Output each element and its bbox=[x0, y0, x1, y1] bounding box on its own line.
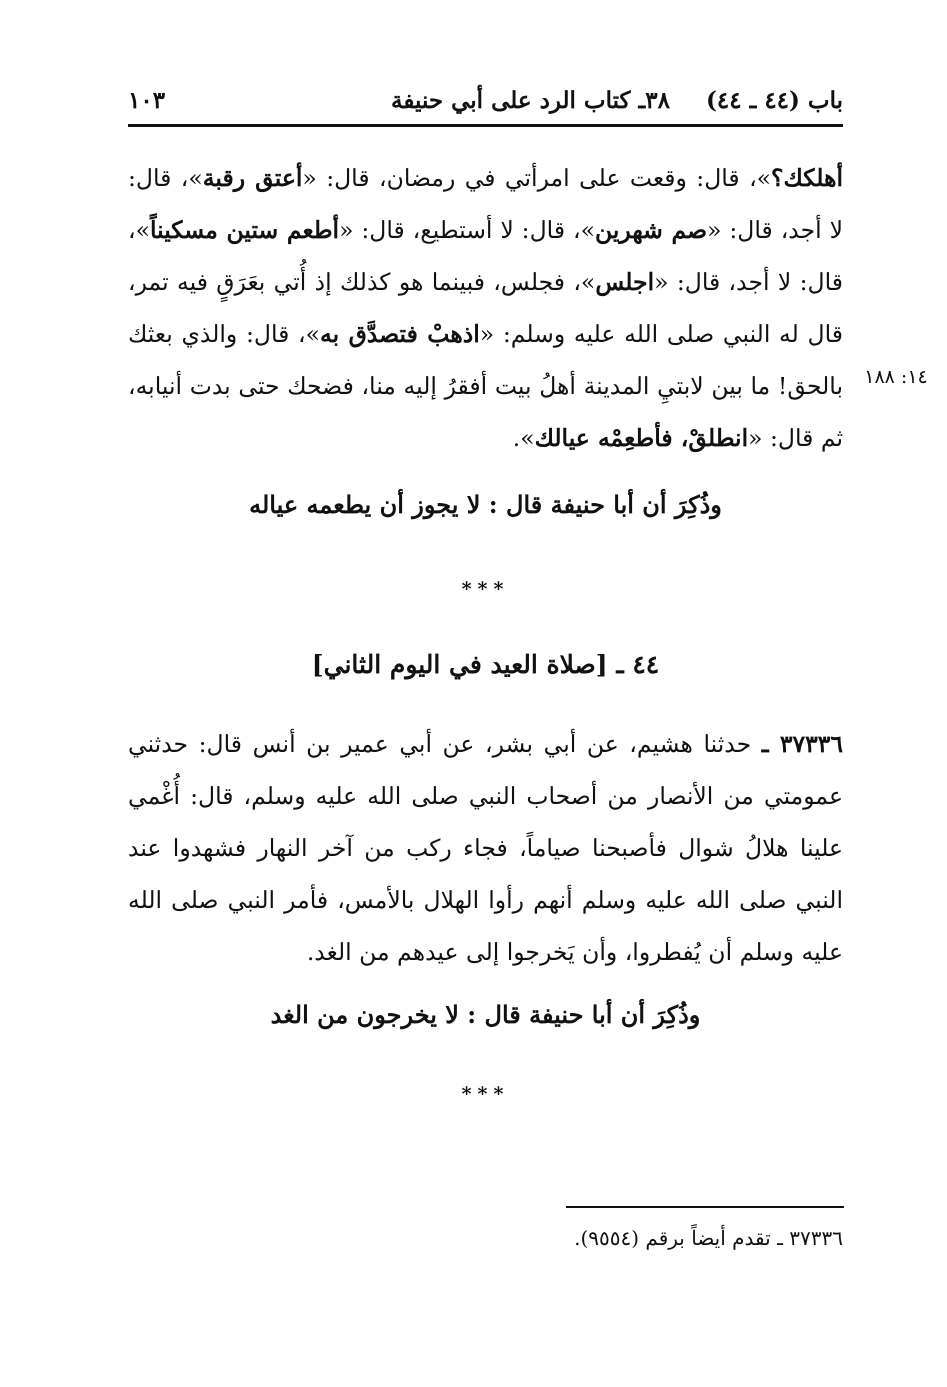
header-section: ٣٨ـ كتاب الرد على أبي حنيفة bbox=[391, 86, 670, 114]
footnote: ٣٧٣٣٦ ـ تقدم أيضاً برقم (٩٥٥٤). bbox=[574, 1226, 843, 1250]
narration-text: »، قال: لا أستطيع، قال: « bbox=[339, 216, 595, 244]
narration-text: ». bbox=[512, 424, 535, 452]
section-title: ٤٤ ـ [صلاة العيد في اليوم الثاني] bbox=[311, 650, 660, 679]
speech-bold: اجلس bbox=[595, 268, 655, 296]
header-divider bbox=[128, 124, 843, 127]
hadith-continuation bbox=[128, 152, 843, 464]
narration-text: »، قال: والذي بعثك بالحق! ما بين لابتيِ المدينة أهلُ بيت أفقرُ إليه منا، فضحك حتى بدت أنيابه، ثم قال: « bbox=[128, 320, 843, 452]
speech-bold: أهلكك؟ bbox=[771, 164, 843, 192]
page-number: ١٠٣ bbox=[128, 86, 166, 114]
abu-hanifa-opinion-2: وذُكِرَ أن أبا حنيفة قال : لا يخرجون من الغد bbox=[270, 1000, 701, 1029]
section-separator: *** bbox=[461, 578, 510, 600]
speech-bold: صم شهرين bbox=[594, 216, 708, 244]
narration-text: »، قال: لا أجد، قال: « bbox=[128, 164, 843, 244]
hadith-text: حدثنا هشيم، عن أبي بشر، عن أبي عمير بن أنس قال: حدثني عمومتي من الأنصار من أصحاب النبي صلى الله عليه وسلم، قال: أُغْمي علينا هلالُ شوال فأصبحنا صياماً، فجاء ركب من آخر النهار فشهدوا عند النبي صلى الله عليه وسلم أنهم رأوا الهلال بالأمس، فأمر النبي صلى الله عليه وسلم أن يُفطروا، وأن يَخرجوا إلى عيدهم من الغد. bbox=[128, 730, 843, 966]
header-chapter: باب (٤٤ ـ ٤٤) bbox=[705, 86, 843, 114]
speech-bold: اذهبْ فتصدَّق به bbox=[320, 320, 480, 348]
hadith-number: ٣٧٣٣٦ ـ bbox=[761, 730, 843, 758]
speech-bold: أطعم ستين مسكيناً bbox=[149, 216, 340, 244]
speech-bold: أعتق رقبة bbox=[202, 164, 303, 192]
margin-reference: ١٤: ١٨٨ bbox=[864, 366, 928, 388]
narration-text: »، قال: وقعت على امرأتي في رمضان، قال: « bbox=[302, 164, 772, 192]
narration-text: »، قال: لا أجد، قال: « bbox=[128, 216, 843, 296]
section-separator-2: *** bbox=[461, 1083, 510, 1105]
footnote-divider bbox=[566, 1206, 844, 1208]
running-header bbox=[128, 80, 843, 120]
hadith-37336 bbox=[128, 718, 843, 978]
speech-bold: انطلقْ، فأطعِمْه عيالك bbox=[534, 424, 749, 452]
narration-text: »، فجلس، فبينما هو كذلك إذ أُتي بعَرَقٍ فيه تمر، قال له النبي صلى الله عليه وسلم: « bbox=[128, 268, 843, 348]
abu-hanifa-opinion-1: وذُكِرَ أن أبا حنيفة قال : لا يجوز أن يطعمه عياله bbox=[249, 490, 722, 519]
